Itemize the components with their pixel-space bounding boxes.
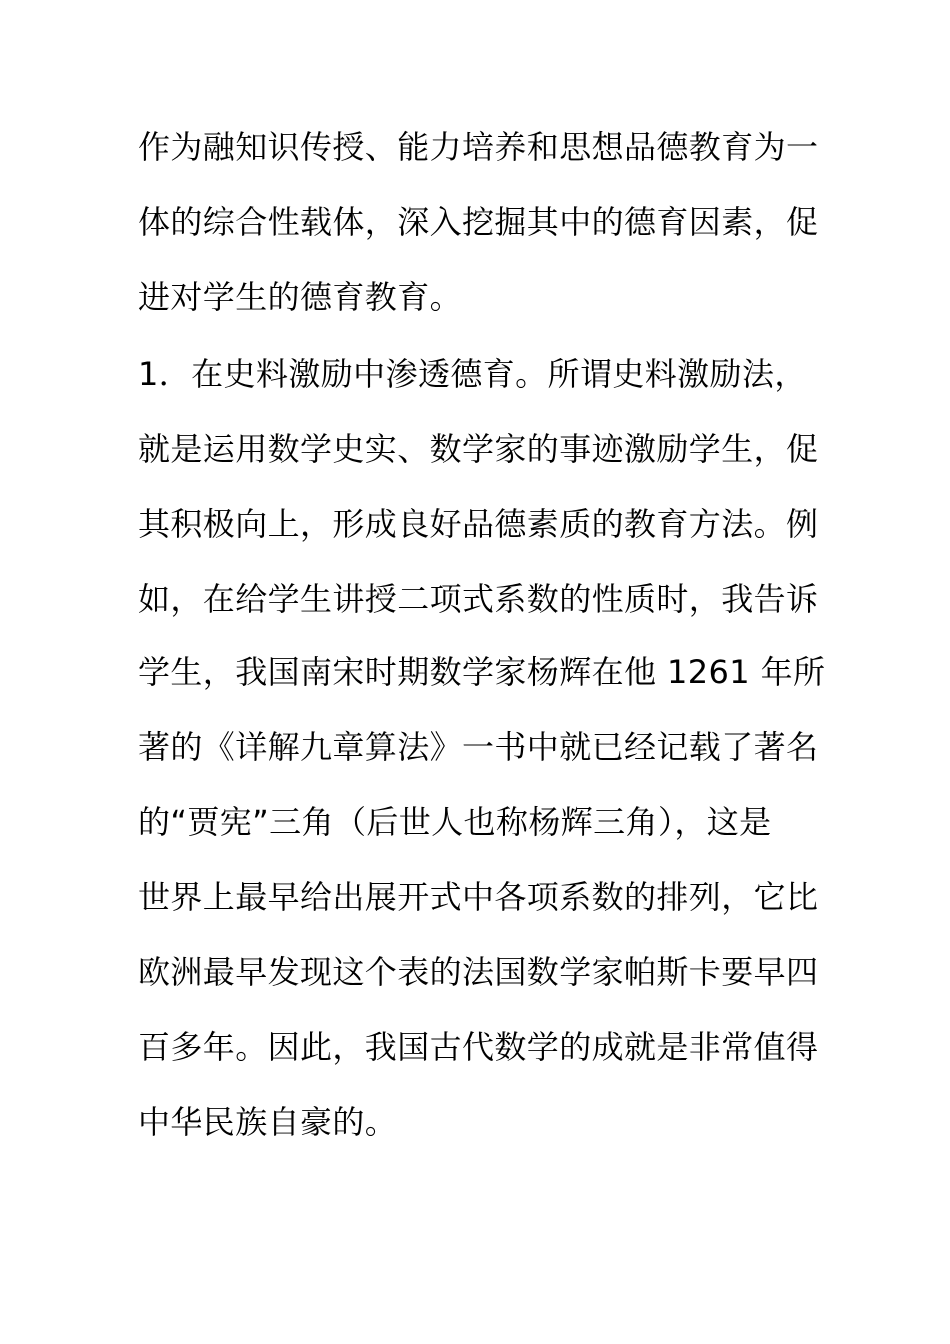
text-line: 就是运用数学史实、数学家的事迹激励学生，促 [138,430,819,468]
text-line: 著的《详解九章算法》一书中就已经记载了著名 [138,728,819,766]
text-line: 的“贾宪”三角（后世人也称杨辉三角），这是 [138,803,772,841]
text-line: 百多年。因此，我国古代数学的成就是非常值得 [138,1028,819,1066]
text-line: 欧洲最早发现这个表的法国数学家帕斯卡要早四 [138,953,819,991]
text-line: 世界上最早给出展开式中各项系数的排列，它比 [138,878,819,916]
text-line: 1．在史料激励中渗透德育。所谓史料激励法， [138,355,807,393]
text-line: 体的综合性载体，深入挖掘其中的德育因素，促 [138,203,819,241]
text-line: 如，在给学生讲授二项式系数的性质时，我告诉 [138,580,819,618]
text-line: 中华民族自豪的。 [138,1103,398,1141]
text-line: 其积极向上，形成良好品德素质的教育方法。例 [138,505,819,543]
text-line: 学生，我国南宋时期数学家杨辉在他 1261 年所 [138,653,826,691]
text-line: 作为融知识传授、能力培养和思想品德教育为一 [138,128,819,166]
text-line: 进对学生的德育教育。 [138,278,463,316]
